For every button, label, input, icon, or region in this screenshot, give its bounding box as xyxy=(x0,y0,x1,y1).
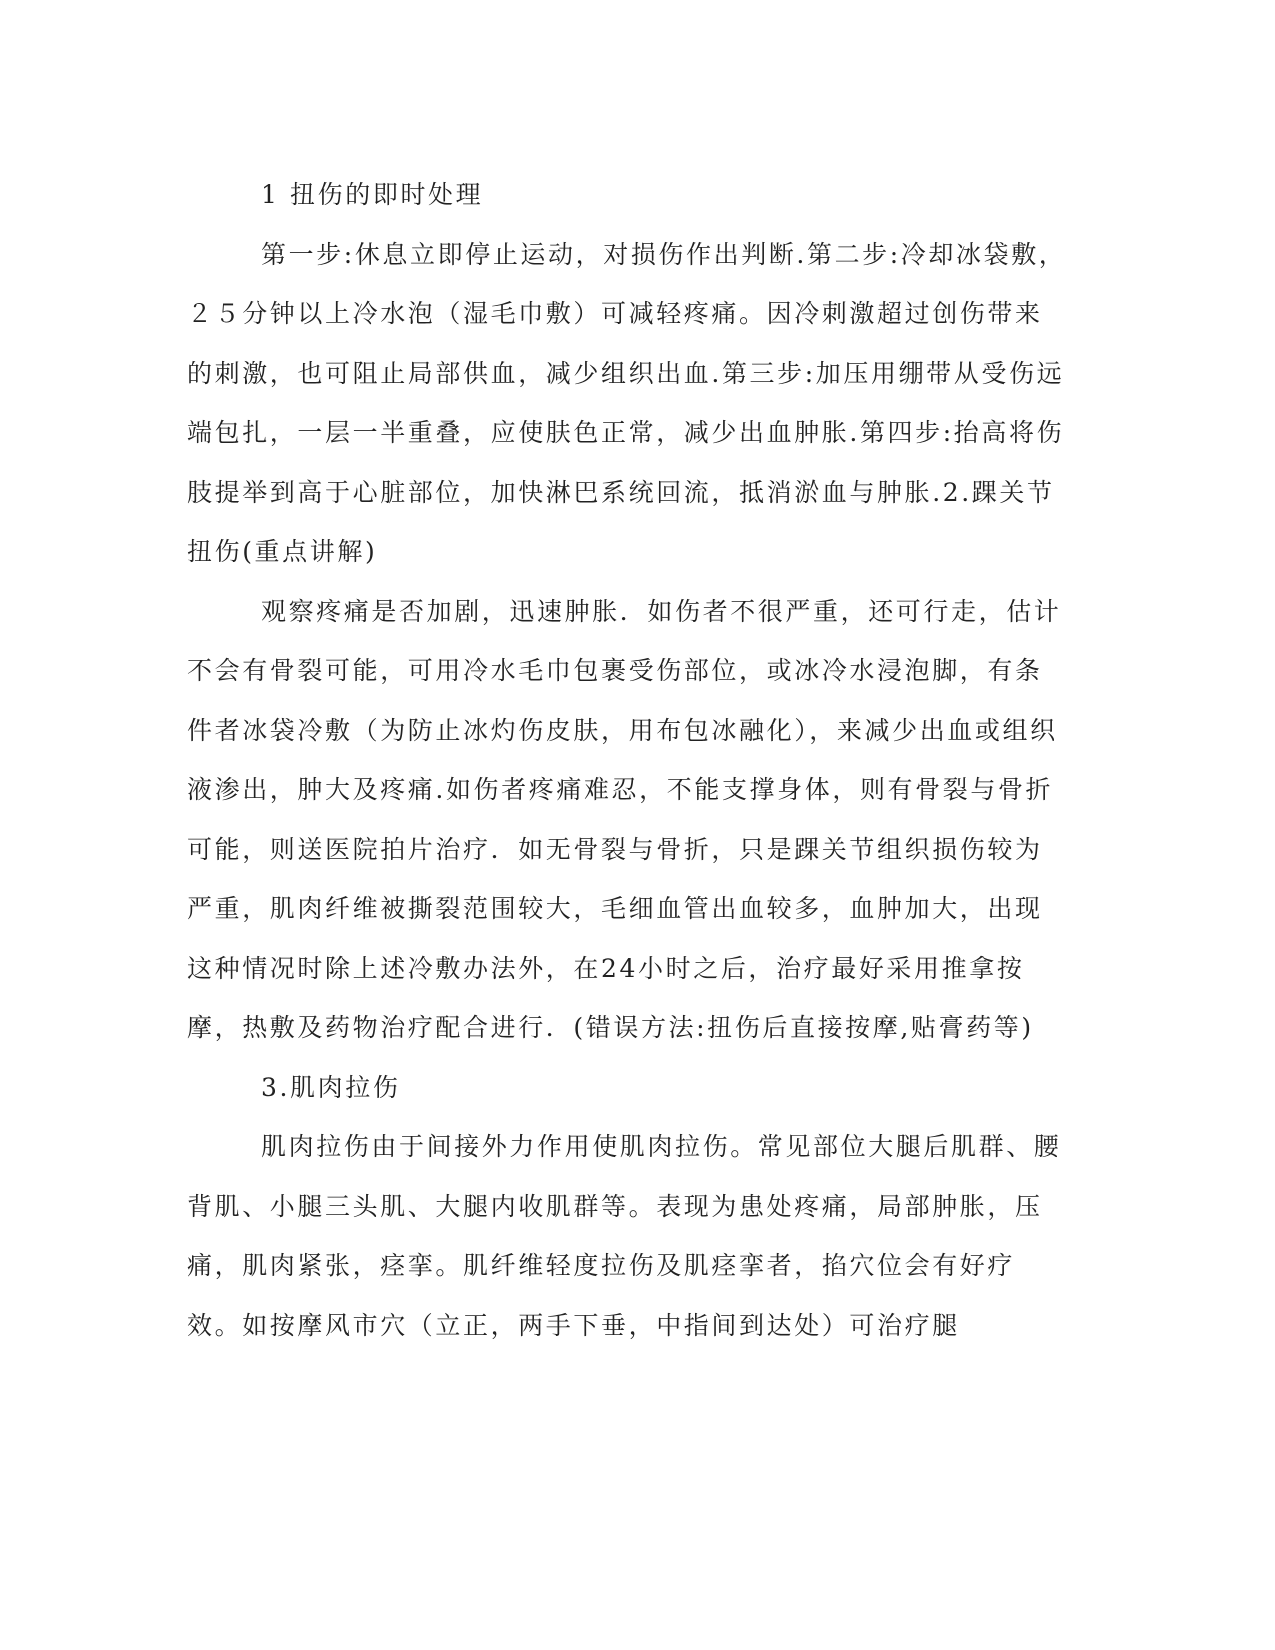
body-text xyxy=(187,165,1067,1355)
section-heading-muscle-strain: 3.肌肉拉伤 xyxy=(261,1072,401,1102)
paragraph-muscle-strain: 肌肉拉伤由于间接外力作用使肌肉拉伤。常见部位大腿后肌群、腰背肌、小腿三头肌、大腿内收肌群等。表现为患处疼痛，局部肿胀，压痛，肌肉紧张，痉挛。肌纤维轻度拉伤及肌痉挛者，掐穴位会有好疗效。如按摩风市穴（立正，两手下垂，中指间到达处）可治疗腿 xyxy=(187,1132,1062,1340)
paragraph-first-aid-steps: 第一步:休息立即停止运动，对损伤作出判断.第二步:冷却冰袋敷，２５分钟以上冷水泡（湿毛巾敷）可减轻疼痛。因冷刺激超过创伤带来的刺激，也可阻止局部供血，减少组织出血.第三步:加压用绷带从受伤远端包扎，一层一半重叠，应使肤色正常，减少出血肿胀.第四步:抬高将伤肢提举到高于心脏部位，加快淋巴系统回流，抵消淤血与肿胀.2.踝关节扭伤(重点讲解) xyxy=(187,239,1067,566)
paragraph-ankle-sprain: 观察疼痛是否加剧，迅速肿胀．如伤者不很严重，还可行走，估计不会有骨裂可能，可用冷水毛巾包裹受伤部位，或冰冷水浸泡脚，有条件者冰袋冷敷（为防止冰灼伤皮肤，用布包冰融化），来减少出血或组织液渗出，肿大及疼痛.如伤者疼痛难忍，不能支撑身体，则有骨裂与骨折可能，则送医院拍片治疗．如无骨裂与骨折，只是踝关节组织损伤较为严重，肌肉纤维被撕裂范围较大，毛细血管出血较多，血肿加大，出现这种情况时除上述冷敷办法外，在24小时之后，治疗最好采用推拿按摩，热敷及药物治疗配合进行．(错误方法:扭伤后直接按摩,贴膏药等) xyxy=(187,596,1062,1042)
section-heading-sprain-first-aid: 1 扭伤的即时处理 xyxy=(261,180,484,209)
